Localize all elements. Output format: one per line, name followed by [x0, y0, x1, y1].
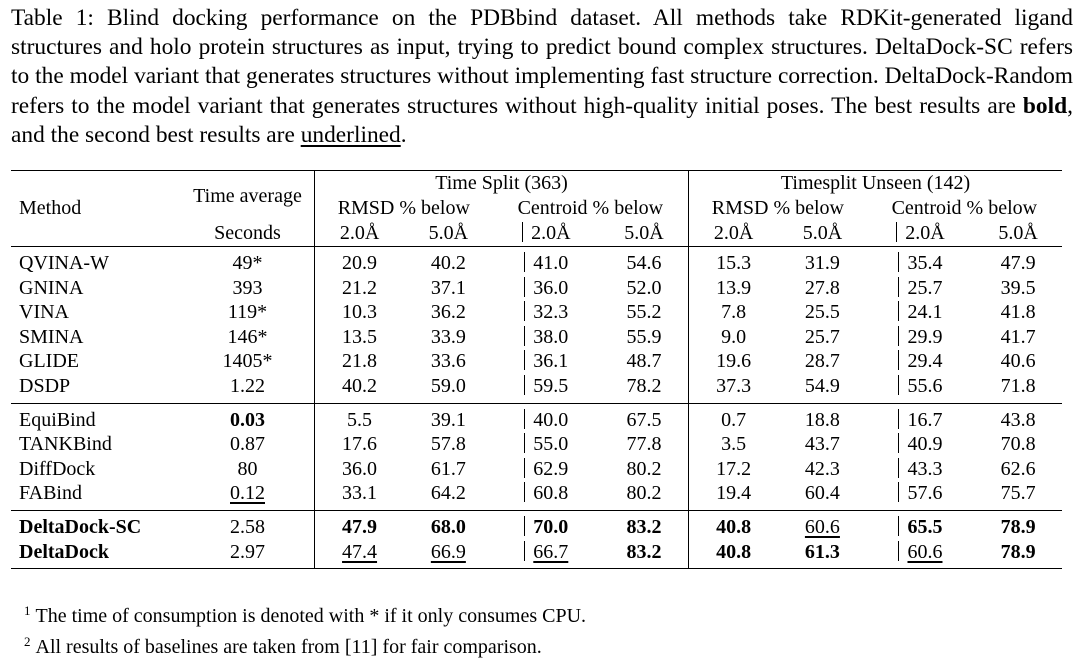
- value-cell: 80.2: [626, 482, 662, 505]
- method-name: QVINA-W: [11, 247, 185, 276]
- value-cell: 57.6: [867, 481, 975, 510]
- value-cell: 27.8: [804, 276, 840, 299]
- method-name: DeltaDock-SC: [11, 510, 185, 539]
- value-cell: 35.4: [867, 247, 975, 276]
- value-cell: 60.6: [778, 510, 867, 539]
- method-name: VINA: [19, 301, 69, 324]
- value-cell: 43.8: [974, 403, 1062, 432]
- table-row: [11, 276, 1062, 301]
- header-seconds: Seconds: [214, 222, 281, 245]
- value-cell: 15.3: [689, 247, 779, 276]
- value-cell: 43.7: [804, 433, 840, 456]
- value-cell: 54.9: [804, 375, 840, 398]
- value-cell: 37.3: [689, 374, 779, 403]
- value-cell: 41.7: [1000, 325, 1036, 348]
- value-cell: 47.4: [315, 540, 405, 569]
- value-cell: 64.2: [430, 482, 466, 505]
- header-threshold: 5.0Å: [802, 222, 843, 245]
- value-cell: 42.3: [804, 457, 840, 480]
- value-cell: 60.4: [804, 482, 840, 505]
- table-row: [11, 300, 1062, 325]
- value-cell: 40.8: [689, 540, 779, 569]
- value-cell: 43.3: [867, 457, 975, 482]
- value-cell: 31.9: [778, 247, 867, 276]
- value-cell: 68.0: [404, 510, 493, 539]
- table-row: [11, 457, 1062, 482]
- table-header: [11, 171, 1062, 247]
- value-cell: 20.9: [315, 247, 405, 276]
- value-cell: 5.5: [315, 403, 405, 432]
- value-cell: 70.0: [493, 510, 600, 539]
- value-cell: 3.5: [689, 432, 779, 457]
- table-caption: [11, 4, 1073, 150]
- value-cell: 83.2: [600, 510, 689, 539]
- value-cell: 28.7: [804, 350, 840, 373]
- header-threshold: 2.0Å: [689, 221, 779, 247]
- value-cell: 32.3: [493, 300, 600, 325]
- time-cell: 49*: [185, 247, 315, 276]
- value-cell: 25.7: [804, 325, 840, 348]
- value-cell: 54.6: [600, 247, 689, 276]
- value-cell: 61.3: [778, 540, 867, 569]
- caption-middle: , and the second best results are: [11, 92, 1073, 148]
- value-cell: 55.0: [493, 432, 600, 457]
- value-cell: 17.2: [689, 457, 779, 482]
- caption-lead: Table 1: Blind docking performance on the PDBbind dataset. All methods take RDKit-generated ligand structures and holo protein structures as input, trying to predict bound complex structures. DeltaDock-SC refers to the model variant that generates structures without implementing fast structure correction. DeltaDock-Random refers to the model variant that generates structures without high-quality initial poses. The best results are: [11, 5, 1073, 119]
- table-row: [11, 247, 1062, 276]
- table-row: [11, 374, 1062, 403]
- header-threshold: 2.0Å: [315, 221, 405, 247]
- value-cell: 25.5: [804, 301, 840, 324]
- value-cell: 60.8: [493, 481, 600, 510]
- value-cell: 36.0: [493, 276, 600, 301]
- value-cell: 77.8: [626, 433, 662, 456]
- value-cell: 55.2: [626, 301, 662, 324]
- value-cell: 36.1: [493, 349, 600, 374]
- value-cell: 40.6: [1000, 350, 1036, 373]
- method-name: DiffDock: [19, 457, 96, 480]
- value-cell: 38.0: [493, 325, 600, 350]
- header-threshold: 5.0Å: [428, 222, 469, 245]
- header-threshold: 2.0Å: [867, 221, 975, 247]
- time-cell: 119*: [227, 301, 268, 324]
- header-row-3: [11, 221, 1062, 247]
- value-cell: 37.1: [430, 276, 466, 299]
- value-cell: 29.4: [867, 349, 975, 374]
- value-cell: 10.3: [315, 300, 405, 325]
- value-cell: 33.6: [430, 350, 466, 373]
- table-row: [11, 510, 1062, 539]
- footnote: $^2$ All results of baselines are taken from [11] for fair comparison.: [24, 634, 542, 658]
- value-cell: 0.7: [689, 403, 779, 432]
- value-cell: 55.6: [867, 374, 975, 403]
- value-cell: 21.8: [315, 349, 405, 374]
- value-cell: 36.0: [315, 457, 405, 482]
- value-cell: 41.0: [493, 247, 600, 276]
- value-cell: 62.6: [1000, 457, 1036, 480]
- value-cell: 80.2: [626, 457, 662, 480]
- value-cell: 33.1: [315, 481, 405, 510]
- value-cell: 48.7: [626, 350, 662, 373]
- time-cell: 1405*: [222, 350, 273, 373]
- method-name: DSDP: [19, 375, 71, 398]
- value-cell: 40.8: [689, 510, 779, 539]
- value-cell: 71.8: [1000, 375, 1036, 398]
- caption-underlined-word: underlined: [300, 121, 401, 148]
- table-row: [11, 349, 1062, 374]
- value-cell: 7.8: [689, 300, 779, 325]
- value-cell: 19.6: [689, 349, 779, 374]
- time-cell: 146*: [227, 325, 268, 348]
- value-cell: 57.8: [430, 433, 466, 456]
- method-name: GLIDE: [19, 350, 79, 373]
- results-table: [11, 170, 1062, 569]
- value-cell: 17.6: [315, 432, 405, 457]
- table-row: [11, 325, 1062, 350]
- header-rmsd-2: RMSD % below: [689, 196, 867, 221]
- value-cell: 59.0: [430, 375, 466, 398]
- footnotes: [24, 598, 586, 660]
- value-cell: 62.9: [493, 457, 600, 482]
- header-row-1: [11, 171, 1062, 197]
- header-method: Method: [19, 197, 82, 220]
- value-cell: 41.8: [1000, 301, 1036, 324]
- time-cell: 393: [232, 276, 263, 299]
- time-cell: 0.03: [185, 403, 315, 432]
- header-threshold: 5.0Å: [624, 222, 664, 245]
- caption-bold-word: bold: [1022, 92, 1068, 119]
- value-cell: 78.9: [974, 510, 1062, 539]
- header-time-average: Time average: [185, 171, 315, 222]
- value-cell: 40.0: [493, 403, 600, 432]
- footnote: $^1$ The time of consumption is denoted with * if it only consumes CPU.: [24, 603, 587, 627]
- header-centroid-1: Centroid % below: [517, 197, 664, 220]
- header-threshold: 2.0Å: [493, 221, 600, 247]
- method-name: FABind: [19, 482, 82, 505]
- table-row: [11, 540, 1062, 569]
- header-centroid-2: Centroid % below: [891, 197, 1038, 220]
- table-row: [11, 432, 1062, 457]
- value-cell: 36.2: [430, 301, 466, 324]
- value-cell: 33.9: [430, 325, 466, 348]
- table-row: [11, 403, 1062, 432]
- header-threshold: 5.0Å: [998, 222, 1038, 245]
- method-name: SMINA: [19, 325, 84, 348]
- value-cell: 29.9: [867, 325, 975, 350]
- time-cell: 0.12: [230, 482, 265, 505]
- value-cell: 13.9: [689, 276, 779, 301]
- value-cell: 18.8: [778, 403, 867, 432]
- value-cell: 66.7: [493, 540, 600, 569]
- value-cell: 19.4: [689, 481, 779, 510]
- value-cell: 75.7: [1000, 482, 1036, 505]
- method-name: DeltaDock: [11, 540, 185, 569]
- value-cell: 47.9: [315, 510, 405, 539]
- time-cell: 0.87: [230, 433, 265, 456]
- value-cell: 65.5: [867, 510, 975, 539]
- value-cell: 39.1: [404, 403, 493, 432]
- value-cell: 40.2: [404, 247, 493, 276]
- value-cell: 78.2: [626, 375, 662, 398]
- value-cell: 39.5: [1000, 276, 1036, 299]
- header-timesplit-unseen: Timesplit Unseen (142): [689, 171, 1062, 197]
- value-cell: 61.7: [430, 457, 466, 480]
- time-cell: 1.22: [230, 375, 265, 398]
- method-name: GNINA: [19, 276, 84, 299]
- time-cell: 2.97: [185, 540, 315, 569]
- value-cell: 13.5: [315, 325, 405, 350]
- value-cell: 25.7: [867, 276, 975, 301]
- header-row-2: [11, 196, 1062, 221]
- table-body: [11, 247, 1062, 569]
- table-row: [11, 481, 1062, 510]
- value-cell: 40.9: [867, 432, 975, 457]
- value-cell: 83.2: [600, 540, 689, 569]
- value-cell: 66.9: [404, 540, 493, 569]
- value-cell: 67.5: [600, 403, 689, 432]
- value-cell: 78.9: [974, 540, 1062, 569]
- caption-end: .: [400, 121, 407, 148]
- time-cell: 2.58: [185, 510, 315, 539]
- value-cell: 52.0: [626, 276, 662, 299]
- value-cell: 9.0: [689, 325, 779, 350]
- value-cell: 16.7: [867, 403, 975, 432]
- value-cell: 55.9: [626, 325, 662, 348]
- method-name: TANKBind: [19, 433, 112, 456]
- value-cell: 24.1: [867, 300, 975, 325]
- value-cell: 47.9: [974, 247, 1062, 276]
- value-cell: 60.6: [867, 540, 975, 569]
- value-cell: 21.2: [315, 276, 405, 301]
- value-cell: 59.5: [493, 374, 600, 403]
- header-time-split: Time Split (363): [315, 171, 689, 197]
- value-cell: 40.2: [315, 374, 405, 403]
- method-name: EquiBind: [11, 403, 185, 432]
- value-cell: 70.8: [1000, 433, 1036, 456]
- time-cell: 80: [237, 457, 258, 480]
- header-rmsd-1: RMSD % below: [315, 196, 493, 221]
